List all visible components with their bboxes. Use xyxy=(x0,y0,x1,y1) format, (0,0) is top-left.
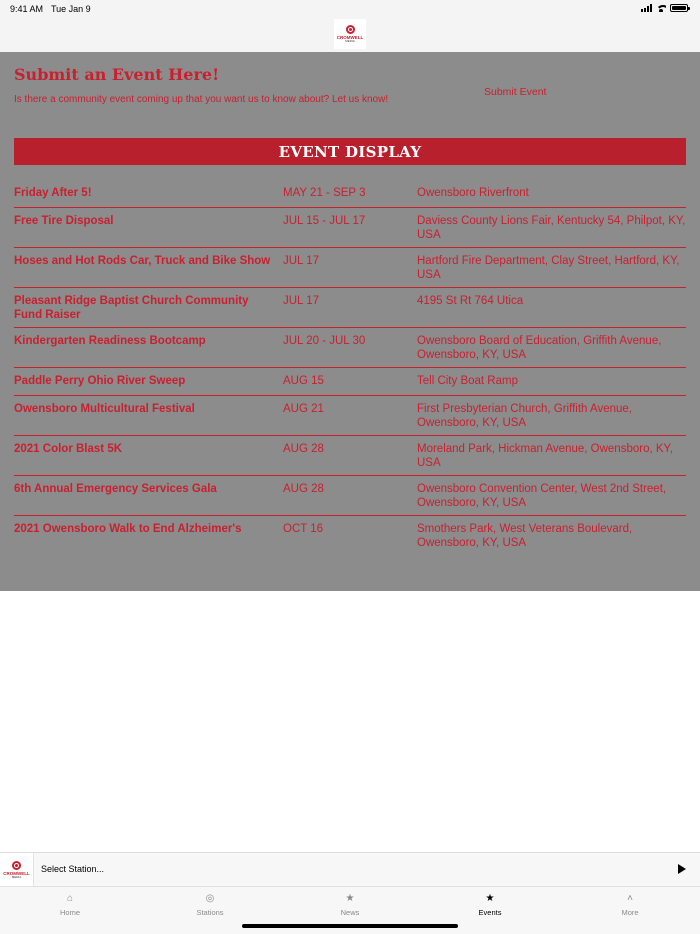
tab-news[interactable] xyxy=(310,893,390,917)
status-bar xyxy=(0,0,700,18)
tab-events[interactable] xyxy=(450,893,530,917)
logo-sub: MEDIA xyxy=(11,874,22,879)
event-date: JUL 15 - JUL 17 xyxy=(283,215,366,227)
tab-stations[interactable] xyxy=(170,893,250,917)
event-location: Owensboro Board of Education, Griffith Avenue, Owensboro, KY, USA xyxy=(417,335,662,361)
chevron-up-icon: ˄ xyxy=(627,893,633,904)
event-date: JUL 17 xyxy=(283,255,320,267)
event-date: AUG 28 xyxy=(283,443,324,455)
event-name: Paddle Perry Ohio River Sweep xyxy=(14,375,186,387)
event-location: 4195 St Rt 764 Utica xyxy=(417,295,524,307)
event-location: Hartford Fire Department, Clay Street, Hartford, KY, USA xyxy=(417,255,680,281)
event-date: AUG 15 xyxy=(283,375,324,387)
event-row[interactable] xyxy=(14,368,686,396)
event-name: Free Tire Disposal xyxy=(14,215,114,227)
event-location: Moreland Park, Hickman Avenue, Owensboro, KY, USA xyxy=(417,443,673,469)
event-date: OCT 16 xyxy=(283,523,324,535)
cromwell-media-logo xyxy=(334,19,366,49)
submit-description: Is there a community event coming up that you want us to know about? Let us know! xyxy=(14,94,389,105)
logo-sub: MEDIA xyxy=(345,39,355,43)
event-location: Tell City Boat Ramp xyxy=(417,375,518,387)
battery-icon xyxy=(670,4,688,12)
app-header xyxy=(0,18,700,52)
status-date: Tue Jan 9 xyxy=(51,4,91,14)
events-content xyxy=(0,52,700,591)
home-icon: ⌂ xyxy=(66,893,74,904)
event-date: AUG 21 xyxy=(283,403,324,415)
logo-text: CROMWELL xyxy=(336,35,364,40)
event-list xyxy=(14,180,686,555)
status-time: 9:41 AM xyxy=(10,4,44,14)
tab-label: More xyxy=(621,908,639,917)
logo-mark-icon xyxy=(12,861,21,870)
event-date: AUG 28 xyxy=(283,483,324,495)
event-name: Owensboro Multicultural Festival xyxy=(14,403,195,415)
event-location: Owensboro Riverfront xyxy=(417,187,529,199)
event-name: Pleasant Ridge Baptist Church Community Fund Raiser xyxy=(14,295,249,321)
tab-more[interactable] xyxy=(590,893,670,917)
event-date: JUL 17 xyxy=(283,295,320,307)
tab-label: Events xyxy=(478,908,502,917)
tab-label: Home xyxy=(59,908,80,917)
home-indicator xyxy=(242,924,458,928)
event-name: 6th Annual Emergency Services Gala xyxy=(14,483,217,495)
event-date: JUL 20 - JUL 30 xyxy=(283,335,366,347)
event-name: Hoses and Hot Rods Car, Truck and Bike Show xyxy=(14,255,271,267)
event-row[interactable] xyxy=(14,396,686,436)
select-station-button[interactable]: Select Station... xyxy=(41,864,105,874)
star-icon: ★ xyxy=(345,893,355,904)
event-row[interactable] xyxy=(14,288,686,328)
event-row[interactable] xyxy=(14,436,686,476)
signal-icon xyxy=(641,4,652,12)
event-row[interactable] xyxy=(14,208,686,248)
logo-mark-icon xyxy=(346,25,355,34)
event-date: MAY 21 - SEP 3 xyxy=(283,187,366,199)
star-icon: ★ xyxy=(485,893,495,904)
stations-icon: ◎ xyxy=(205,893,215,904)
wifi-icon xyxy=(656,4,666,12)
event-name: Friday After 5! xyxy=(14,187,92,199)
event-row[interactable] xyxy=(14,248,686,288)
event-display-header: EVENT DISPLAY xyxy=(14,138,686,165)
event-row[interactable] xyxy=(14,476,686,516)
event-row[interactable] xyxy=(14,328,686,368)
submit-title: Submit an Event Here! xyxy=(14,65,220,84)
tab-label: Stations xyxy=(196,908,224,917)
player-station-logo xyxy=(0,853,34,886)
event-location: First Presbyterian Church, Griffith Avenue, Owensboro, KY, USA xyxy=(417,403,632,429)
submit-event-link[interactable]: Submit Event xyxy=(484,86,547,98)
event-row[interactable] xyxy=(14,180,686,208)
event-name: Kindergarten Readiness Bootcamp xyxy=(14,335,206,347)
event-location: Daviess County Lions Fair, Kentucky 54, Philpot, KY, USA xyxy=(417,215,686,241)
play-icon[interactable] xyxy=(678,864,686,874)
tab-home[interactable] xyxy=(30,893,110,917)
status-icons xyxy=(641,4,688,12)
tab-label: News xyxy=(340,908,360,917)
event-row[interactable] xyxy=(14,516,686,555)
event-location: Smothers Park, West Veterans Boulevard, Owensboro, KY, USA xyxy=(417,523,633,549)
event-name: 2021 Owensboro Walk to End Alzheimer's xyxy=(14,523,242,535)
event-location: Owensboro Convention Center, West 2nd Street, Owensboro, KY, USA xyxy=(417,483,667,509)
logo-text: CROMWELL xyxy=(3,870,30,876)
event-name: 2021 Color Blast 5K xyxy=(14,443,123,455)
mini-player xyxy=(0,852,700,886)
